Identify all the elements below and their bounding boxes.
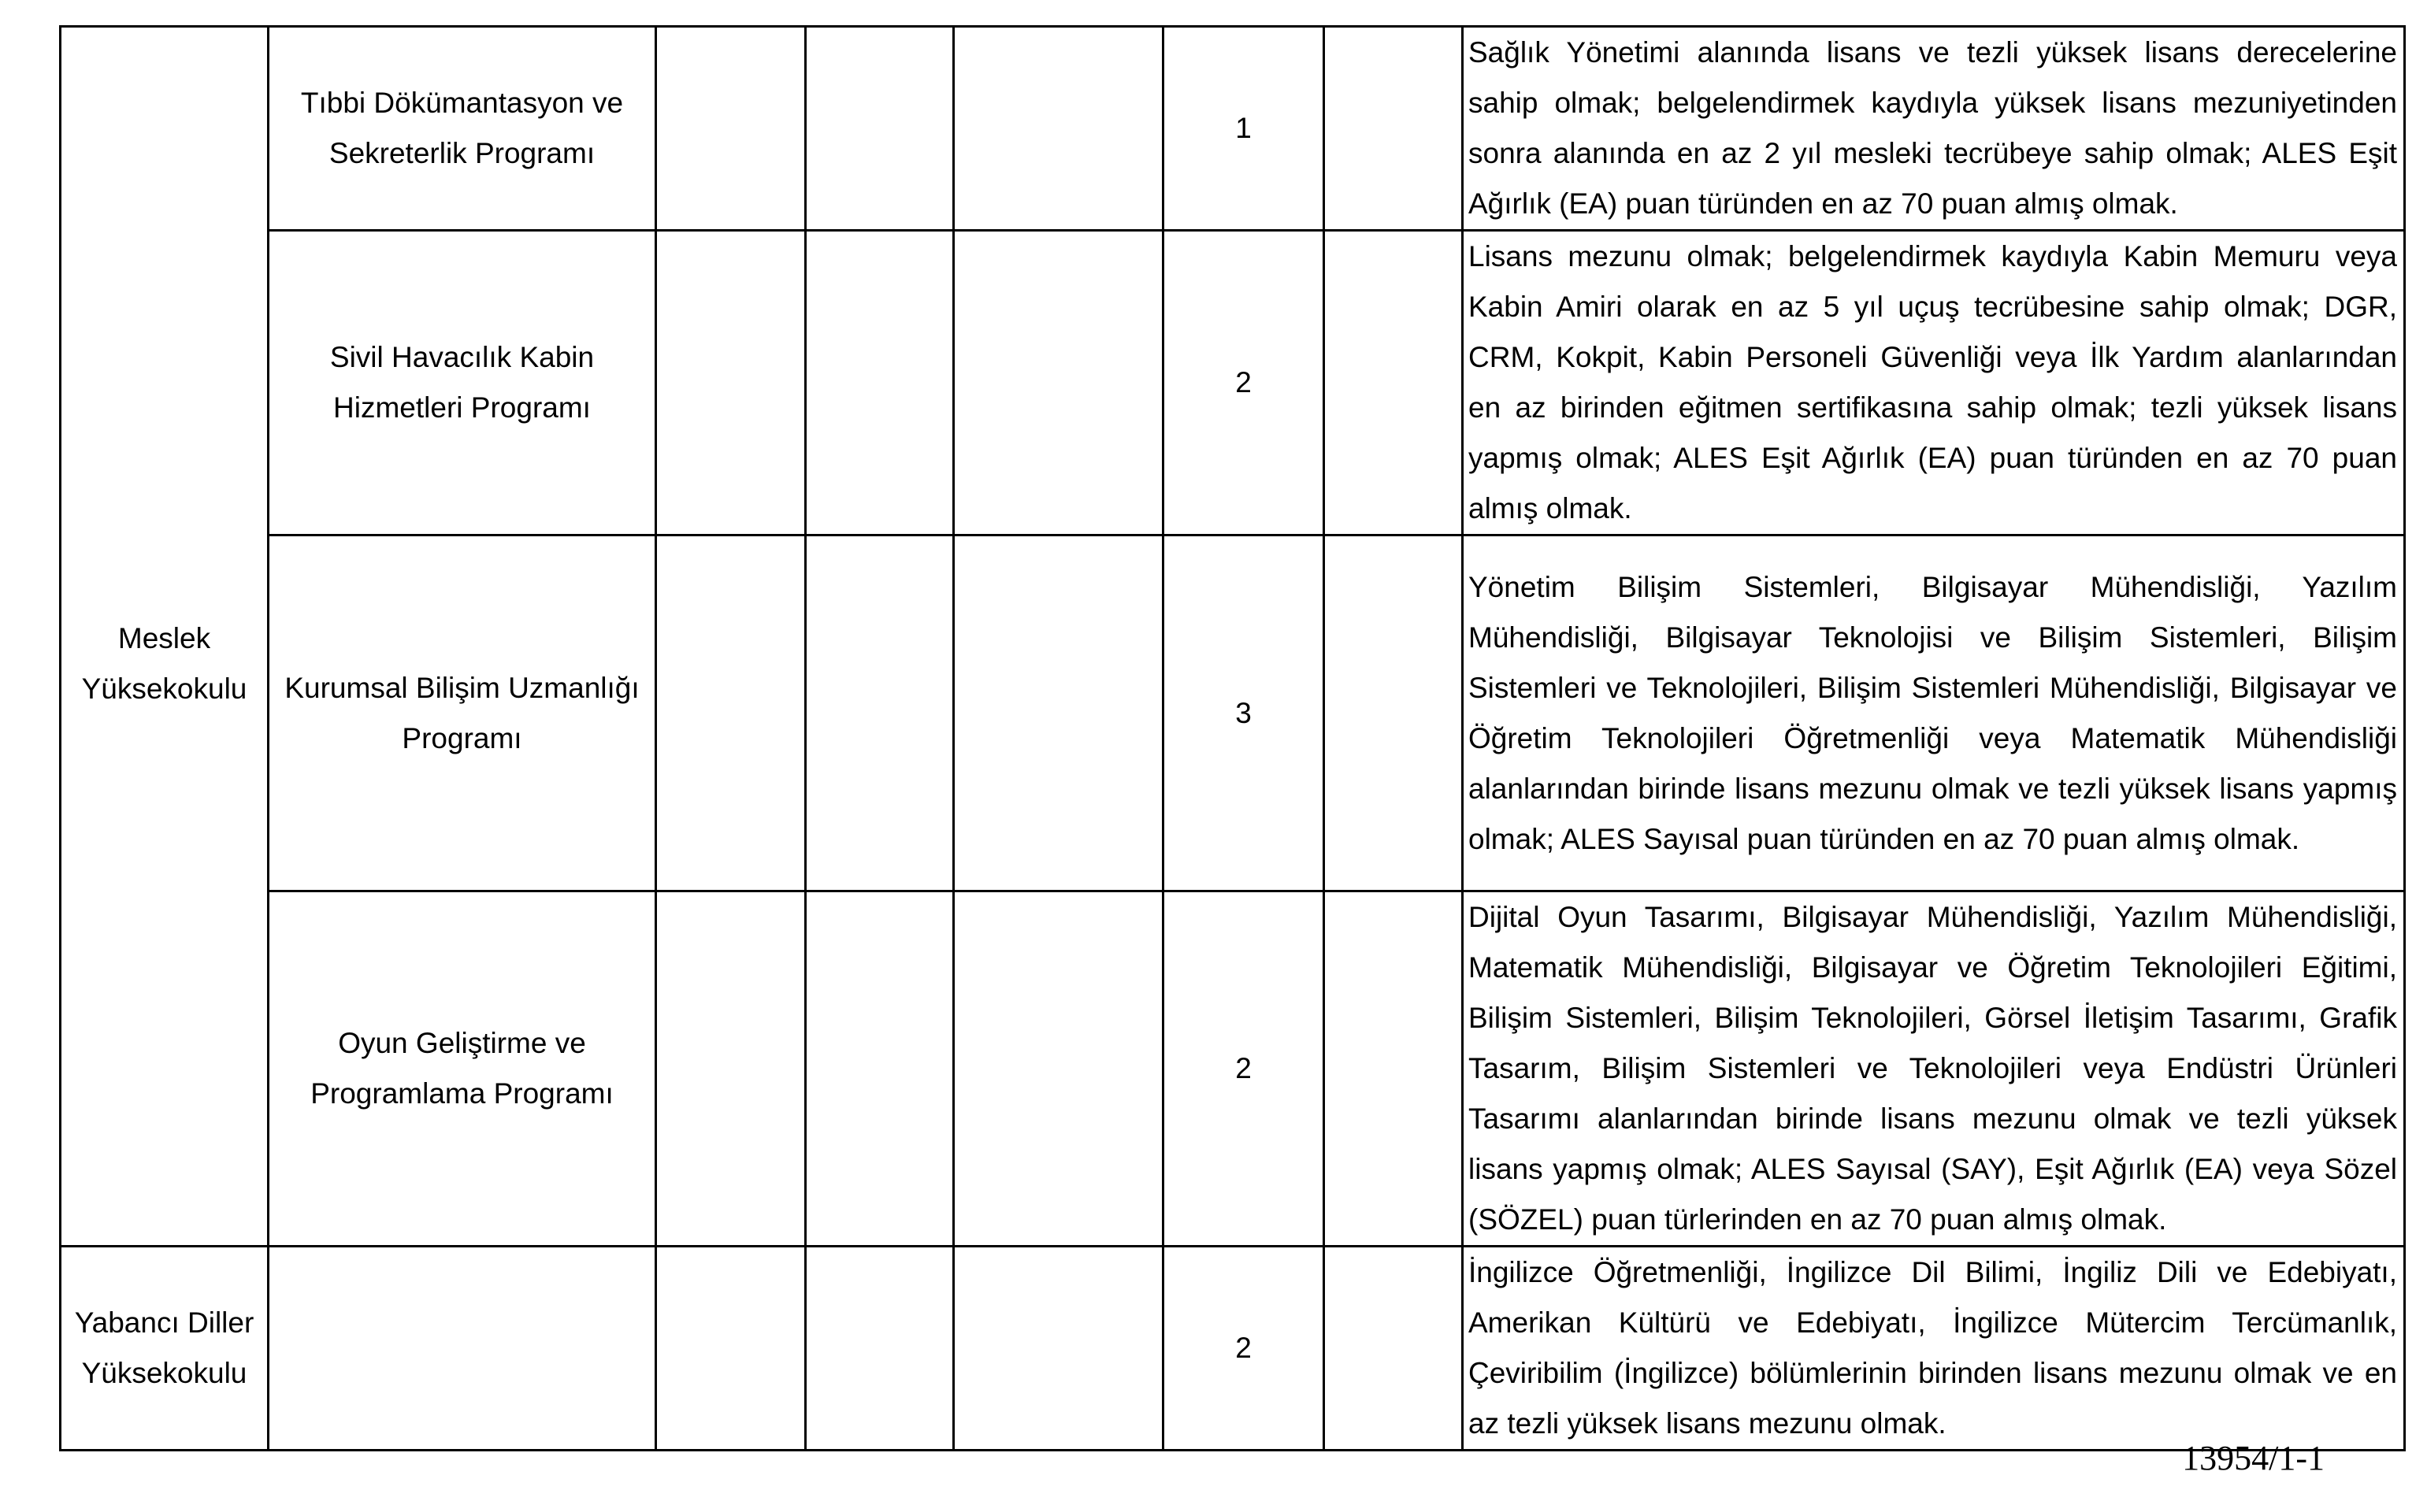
empty-cell [954,891,1163,1247]
program-cell [269,1247,656,1451]
table-row [61,536,2405,891]
position-count-cell: 2 [1163,231,1324,536]
program-cell: Kurumsal Bilişim Uzmanlığı Programı [269,536,656,891]
position-count-cell: 3 [1163,536,1324,891]
empty-cell [954,536,1163,891]
position-count-cell: 2 [1163,891,1324,1247]
program-cell: Oyun Geliştirme ve Programlama Programı [269,891,656,1247]
empty-cell [954,1247,1163,1451]
requirements-cell: İngilizce Öğretmenliği, İngilizce Dil Bilimi, İngiliz Dili ve Edebiyatı, Amerikan Kültürü ve Edebiyatı, İngilizce Mütercim Tercümanlık, Çeviribilim (İngilizce) bölümlerinin birinden lisans mezunu olmak ve en az tezli yüksek lisans mezunu olmak. [1463,1247,2405,1451]
empty-cell [656,1247,806,1451]
empty-cell [806,536,954,891]
empty-cell [1324,1247,1463,1451]
table-row [61,1247,2405,1451]
department-cell: Yabancı Diller Yüksekokulu [61,1247,269,1451]
position-count-cell: 1 [1163,27,1324,231]
table-row [61,27,2405,231]
empty-cell [806,27,954,231]
empty-cell [656,231,806,536]
announcement-table [59,25,2406,1451]
empty-cell [954,27,1163,231]
requirements-cell: Lisans mezunu olmak; belgelendirmek kaydıyla Kabin Memuru veya Kabin Amiri olarak en az 5 yıl uçuş tecrübesine sahip olmak; DGR, CRM, Kokpit, Kabin Personeli Güvenliği veya İlk Yardım alanlarından en az birinden eğitmen sertifikasına sahip olmak; tezli yüksek lisans yapmış olmak; ALES Eşit Ağırlık (EA) puan türünden en az 70 puan almış olmak. [1463,231,2405,536]
program-cell: Tıbbi Dökümantasyon ve Sekreterlik Programı [269,27,656,231]
empty-cell [806,1247,954,1451]
department-cell: Meslek Yüksekokulu [61,27,269,1247]
position-count-cell: 2 [1163,1247,1324,1451]
empty-cell [1324,891,1463,1247]
empty-cell [656,891,806,1247]
empty-cell [656,536,806,891]
requirements-cell: Sağlık Yönetimi alanında lisans ve tezli yüksek lisans derecelerine sahip olmak; belgelendirmek kaydıyla yüksek lisans mezuniyetinden sonra alanında en az 2 yıl mesleki tecrübeye sahip olmak; ALES Eşit Ağırlık (EA) puan türünden en az 70 puan almış olmak. [1463,27,2405,231]
empty-cell [1324,231,1463,536]
empty-cell [806,891,954,1247]
empty-cell [1324,536,1463,891]
program-cell: Sivil Havacılık Kabin Hizmetleri Programı [269,231,656,536]
empty-cell [656,27,806,231]
table-row [61,231,2405,536]
empty-cell [806,231,954,536]
document-code: 13954/1-1 [2182,1439,2325,1477]
empty-cell [1324,27,1463,231]
requirements-cell: Yönetim Bilişim Sistemleri, Bilgisayar Mühendisliği, Yazılım Mühendisliği, Bilgisayar Teknolojisi ve Bilişim Sistemleri, Bilişim Sistemleri ve Teknolojileri, Bilişim Sistemleri Mühendisliği, Bilgisayar ve Öğretim Teknolojileri Öğretmenliği veya Matematik Mühendisliği alanlarından birinde lisans mezunu olmak ve tezli yüksek lisans yapmış olmak; ALES Sayısal puan türünden en az 70 puan almış olmak. [1463,536,2405,891]
table-row [61,891,2405,1247]
requirements-cell: Dijital Oyun Tasarımı, Bilgisayar Mühendisliği, Yazılım Mühendisliği, Matematik Mühendisliği, Bilgisayar ve Öğretim Teknolojileri Eğitimi, Bilişim Sistemleri, Bilişim Teknolojileri, Görsel İletişim Tasarımı, Grafik Tasarım, Bilişim Sistemleri ve Teknolojileri veya Endüstri Ürünleri Tasarımı alanlarından birinde lisans mezunu olmak ve tezli yüksek lisans yapmış olmak; ALES Sayısal (SAY), Eşit Ağırlık (EA) veya Sözel (SÖZEL) puan türlerinden en az 70 puan almış olmak. [1463,891,2405,1247]
empty-cell [954,231,1163,536]
